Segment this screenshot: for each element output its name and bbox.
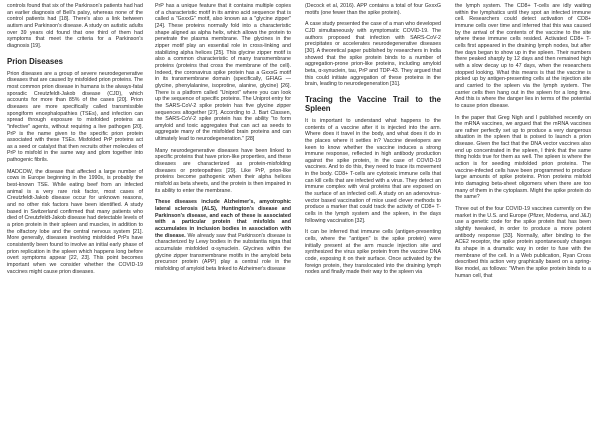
text-column-1	[7, 3, 143, 421]
paragraph: It can be inferred that immune cells (antigen-presenting cells, where the "antigen" is the spike protein) were initially present at the arm muscle injection site and synthesized the virus spike protein from the vaccine DNA code, exposing it on their surface. Once activated by the foreign protein, they translocated into the draining lymph nodes and finally made their way to the spleen via	[305, 229, 441, 276]
text-column-2	[155, 3, 291, 421]
text-column-4	[455, 3, 591, 421]
paragraph: In the paper that Greg Nigh and I published recently on the mRNA vaccines, we argued that the mRNA vaccines are rather perfectly set up to produce a very dangerous situation in the spleen that is poised to launch a prion disease. Given the fact that the DNA vector vaccines also end up concentrated in the spleen, I think that the same thing holds true for them as well. The spleen is where the action is for seeding misfolded prion proteins. The vaccine-infected cells have been programmed to produce large amounts of spike proteins. Prion proteins misfold into damaging beta-sheet oligomers when there are too many of them in the cytoplasm. Might the spike protein do the same?	[455, 114, 591, 201]
paragraph-continuation: We already saw that Parkinson's disease is characterized by Lewy bodies in the substantia nigra that accumulate misfolded α-synuclein. Glycines within the glycine zipper transmembrane motifs in the amyloid beta precursor protein (APP) play a central role in the misfolding of amyloid beta linked to Alzheimer's disease	[155, 232, 291, 272]
paragraph: the lymph system. The CD8+ T-cells are idly waiting within the lymphatics until they spot an infected immune cell. Researchers could detect activation of CD8+ immune cells over time and inferred that this was caused by the arrival of the contents of the vaccine to the site where these immune cells resided. Activated CD8+ T-cells first appeared in the draining lymph nodes, but after five days began to show up in the spleen. Their numbers there peaked sharply by 12 days and then remained high with a slow decay up to 47 days, when the researchers stopped looking. What this means is that the vaccine is picked up by antigen-presenting cells at the injection site and carried to the spleen via the lymph system. The carrier cells then hang out in the spleen for a long time. And this is where the danger lies in terms of the potential to cause prion disease.	[455, 3, 591, 109]
paragraph: (Decock et al, 2016). APP contains a total of four GxxxG motifs (one fewer than the spike protein).	[305, 3, 441, 16]
section-heading-vaccine-trail: Tracing the Vaccine Trail to the Spleen	[305, 94, 441, 113]
paragraph: PrP has a unique feature that it contains multiple copies of a characteristic motif in its amino acid sequence that is called a "GxxxG" motif, also known as a "glycine zipper" [24]. These proteins normally fold into a characteristic shape aligned as alpha helix, which allows the protein to penetrate the plasma membrane. The glycines in the zipper motif play an essential role in cross-linking and stabilizing alpha helices [25]. This glycine zipper motif is also a common characteristic of many transmembrane proteins (proteins that cross the membrane of the cell). Indeed, the coronavirus spike protein has a GxxxG motif in its transmembrane domain (specifically, GFIAG — glycine, phenylalanine, isoprotine, alanine, glycine) [26]. There is a platform called "Uniprot" where you can look up the sequence of specific proteins. The Uniprot entry for the SARS-CoV-2 spike protein has five glycine zipper sequences altogether [27]. According to J. Bart Classen, the SARS-CoV-2 spike protein has the ability "to form amyloid and toxic aggregates that can act as seeds to aggregate many of the misfolded brain proteins and can ultimately lead to neurodegeneration." [28]	[155, 3, 291, 143]
text-column-3	[305, 3, 441, 421]
bold-lead-sentence: These diseases include Alzheimer's, amyotrophic lateral sclerosis (ALS), Huntington's disease and Parkinson's disease, and each of these is associated with a particular protein that misfolds and accumulates in inclusion bodies in association with the disease.	[155, 199, 291, 239]
paragraph: Three out of the four COVID-19 vaccines currently on the market in the U.S. and Europe (Pfizer, Moderna, and J&J) use a genetic code for the spike protein that has been slightly tweaked, in order to produce a more potent antibody response [33]. Normally, after binding to the ACE2 receptor, the spike protein spontaneously changes its shape in a dramatic way in order to fuse with the membrane of the cell. In a Web publication, Ryan Cross described this action very graphically based on a spring-like model, as follows: "When the spike protein binds to a human cell, that	[455, 206, 591, 279]
paragraph: Prion diseases are a group of severe neurodegenerative diseases that are caused by misfolded prion proteins. The most common prion disease in humans is the always-fatal sporadic Creutzfeldt-Jakob disease (CJD), which accounts for more than 85% of the cases [20]. Prion diseases are more specifically called transmissible spongiform encephalopathies (TSEs), and infection can spread through exposure to misfolded proteins as "infective" agents, without requiring a live pathogen [20]. PrP is the name given to the specific prion protein associated with these TSEs. Misfolded PrP proteins act as a seed or catalyst that then recruits other molecules of PrP to misfold in the same way and glom together into pathogenic fibrils.	[7, 70, 143, 164]
paragraph: A case study presented the case of a man who developed CJD simultaneously with symptomatic COVID-19. The authors proposed that infection with SARS-CoV-2 precipitates or accelerates neurodegenerative diseases [30]. A theoretical paper published by researchers in India showed that the spike protein binds to a number of aggregation-prone prion-like proteins, including amyloid beta, α-synuclein, tau, PrP and TDP-43. They argued that this could initiate aggregation of these proteins in the brain, leading to neurodegeneration [31].	[305, 21, 441, 88]
paragraph: Many neurodegenerative diseases have been linked to specific proteins that have prion-like properties, and these diseases are characterized as protein-misfolding diseases or proteopathies [29]. Like PrP, prion-like proteins become pathogenic when their alpha helices misfold as beta sheets, and the protein is then impaired in its ability to enter the membrane.	[155, 147, 291, 194]
paragraph: It is important to understand what happens to the contents of a vaccine after it is injected into the arm. Where does it travel in the body, and what does it do in the places where it settles in? Vaccine developers are keen to know whether the vaccine induces a strong immune response, reflected in high antibody production against the spike protein, in the case of COVID-19 vaccines. And to do this, they need to trace its movement in the body. CD8+ T-cells are cytotoxic immune cells that can kill cells that are infected with a virus. They detect an immune complex with viral proteins that are exposed on the surface of an infected cell. A study on an adenovirus-vector based vaccination of mice used clever methods to produce a marker that could track the activity of CD8+ T-cells in the lymph system and the spleen, in the days following vaccination [32].	[305, 117, 441, 224]
section-heading-prion-diseases: Prion Diseases	[7, 56, 63, 66]
paragraph: MADCOW, the disease that affected a large number of cows in Europe beginning in the 1990s, is probably the best-known TSE. While eating beef from an infected animal is a very rare risk factor, most cases of Creutzfeldt-Jakob disease occur for unknown reasons, and no other risk factors have been identified. A study based in Switzerland confirmed that many patients who died of Creutzfeldt-Jakob disease had detectable levels of a prion protein in their spleen and muscles, in addition to the olfactory lobe and the central nervous system [21]. More generally, diseases involving misfolded PrPs have consistently been found to involve an initial early phase of prion replication in the spleen which happens long before overt symptoms appear [22, 23]. This point becomes important when we consider whether the COVID-19 vaccines might cause prion diseases.	[7, 168, 143, 275]
paragraph	[155, 199, 291, 272]
paragraph: controls found that six of the Parkinson's patients had had an earlier diagnosis of Bell's palsy, whereas none of the control patients had [18]. There's also a link between autism and Parkinson's disease. A study on autistic adults over 39 years old found that one third of them had symptoms that meet the criteria for a Parkinson's diagnosis [19].	[7, 3, 143, 49]
